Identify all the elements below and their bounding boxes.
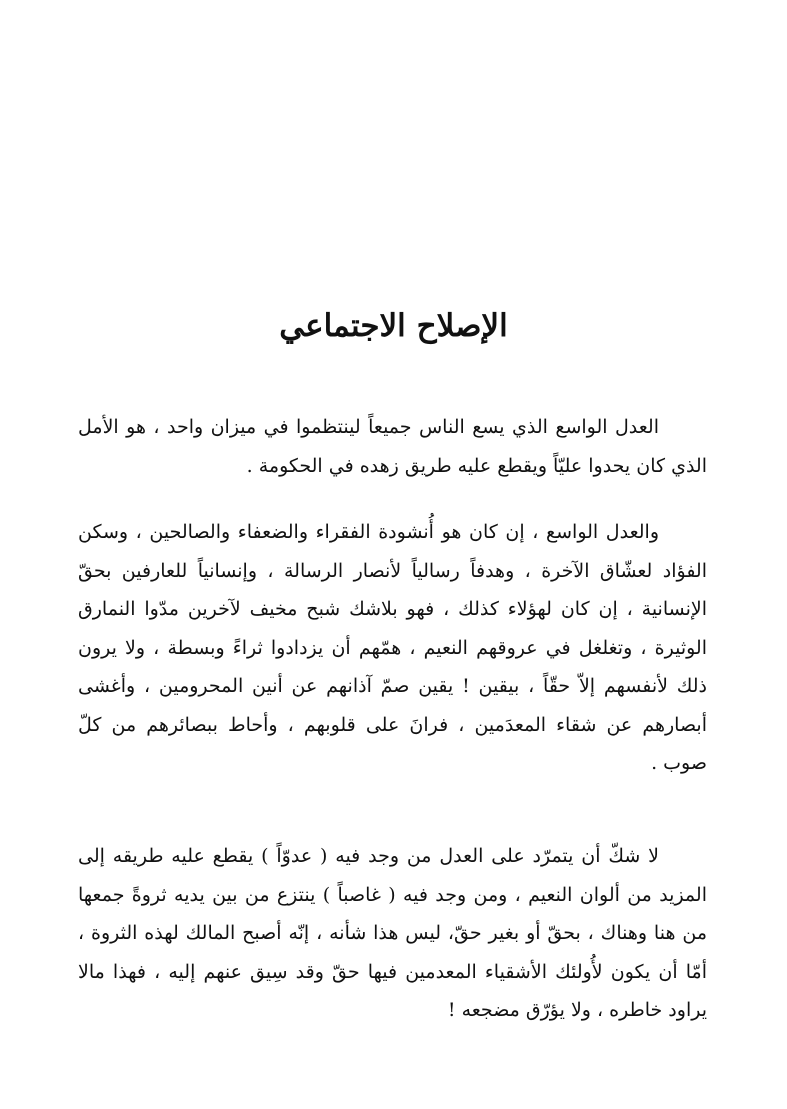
paragraph-2: والعدل الواسع ، إن كان هو أُنشودة الفقراء والضعفاء والصالحين ، وسكن الفؤاد لعشّاق الآخرة ، وهدفاً رسالياً لأنصار الرسالة ، وإنسانياً للعارفين بحقّ الإنسانية ، إن كان لهؤلاء كذلك ، فهو بلاشك شبح مخيف لآخرين مدّوا النمارق الوثيرة ، وتغلغل في عروقهم النعيم ، همّهم أن يزدادوا ثراءً وبسطة ، ولا يرون ذلك لأنفسهم إلاّ حقّاً ، بيقين ! يقين صمّ آذانهم عن أنين المحرومين ، وأغشى أبصارهم عن شقاء المعدَمين ، فرانَ على قلوبهم ، وأحاط ببصائرهم من كلّ صوب . (78, 521, 707, 774)
paragraph-3: لا شكّ أن يتمرّد على العدل من وجد فيه ( عدوّاً ) يقطع عليه طريقه إلى المزيد من ألوان النعيم ، ومن وجد فيه ( غاصباً ) ينتزع من بين يديه ثروةً جمعها من هنا وهناك ، بحقّ أو بغير حقّ، ليس هذا شأنه ، إنّه أصبح المالك لهذه الثروة ، أمّا أن يكون لأُولئك الأشقياء المعدمين فيها حقّ وقد سِيق عنهم إليه ، فهذا مالا يراود خاطره ، ولا يؤرّق مضجعه ! (78, 845, 707, 1021)
paragraph-3-block (78, 837, 707, 1030)
paragraph-2-block (78, 513, 707, 783)
paragraph-1-block (78, 408, 707, 485)
paragraph-1: العدل الواسع الذي يسع الناس جميعاً لينتظموا في ميزان واحد ، هو الأمل الذي كان يحدوا عليّاً ويقطع عليه طريق زهده في الحكومة . (78, 416, 707, 477)
chapter-title: الإصلاح الاجتماعي (279, 308, 508, 344)
